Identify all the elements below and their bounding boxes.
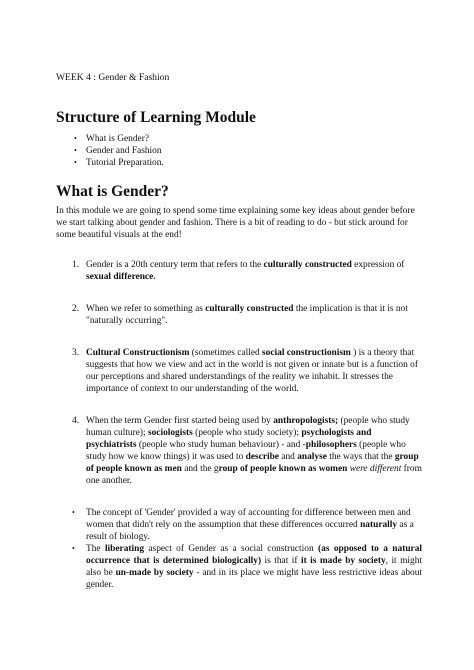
- structure-title: Structure of Learning Module: [56, 109, 256, 126]
- bullet-item: [72, 507, 422, 543]
- list-text: When we refer to something as culturally constructed the implication is that it is not "naturally occurring".: [86, 304, 408, 327]
- structure-item: • What is Gender?: [74, 133, 149, 144]
- structure-item: • Gender and Fashion: [74, 145, 162, 156]
- list-number: 4.: [72, 416, 80, 427]
- bullet-icon: •: [72, 544, 75, 554]
- list-item: [72, 303, 422, 327]
- bullet-icon: •: [74, 145, 77, 155]
- bullet-item: [72, 543, 422, 591]
- week-heading: WEEK 4 : Gender & Fashion: [56, 72, 170, 83]
- bullet-text: The liberating aspect of Gender as a social construction (as opposed to a natural occurrence that is determined biologically) is that if it is made by society, it might also be un-made by society - and in its place we might have less restrictive ideas about gender.: [86, 544, 422, 591]
- list-number: 1.: [72, 260, 80, 271]
- bullet-icon: •: [74, 133, 77, 143]
- bullet-text: The concept of 'Gender' provided a way of accounting for difference between men and women that didn't rely on the assumption that these differences occurred naturally as a result of biology.: [86, 508, 414, 543]
- section-title: What is Gender?: [56, 182, 169, 200]
- list-number: 2.: [72, 304, 80, 315]
- intro-paragraph: In this module we are going to spend some time explaining some key ideas about gender before we start talking about gender and fashion. There is a bit of reading to do - but stick around for some beautiful visuals at the end!: [56, 206, 415, 241]
- list-item: [72, 259, 422, 283]
- structure-list: [56, 133, 422, 169]
- bullet-icon: •: [74, 157, 77, 167]
- list-text: Cultural Constructionism (sometimes called social constructionism ) is a theory that suggests that how we view and act in the world is not given or innate but is a function of our perceptions and shared understandings of the reality we inhabit. It stresses the importance of context to our understanding of the world.: [86, 348, 418, 395]
- list-item: [72, 415, 422, 487]
- list-item: [72, 347, 422, 395]
- list-text: Gender is a 20th century term that refers to the culturally constructed expression of sexual difference.: [86, 260, 405, 283]
- list-number: 3.: [72, 348, 80, 359]
- bullet-icon: •: [72, 508, 75, 518]
- list-text: When the term Gender first started being used by anthropologists; (people who study human culture); sociologists (people who study society); psychologists and psychiatrists (people who study human behaviour) - and -philosophers (people who study how we know things) it was used to describe and analyse the ways that the group of people known as men and the group of people known as women were different from one another.: [86, 416, 422, 487]
- structure-item: • Tutorial Preparation.: [74, 157, 164, 168]
